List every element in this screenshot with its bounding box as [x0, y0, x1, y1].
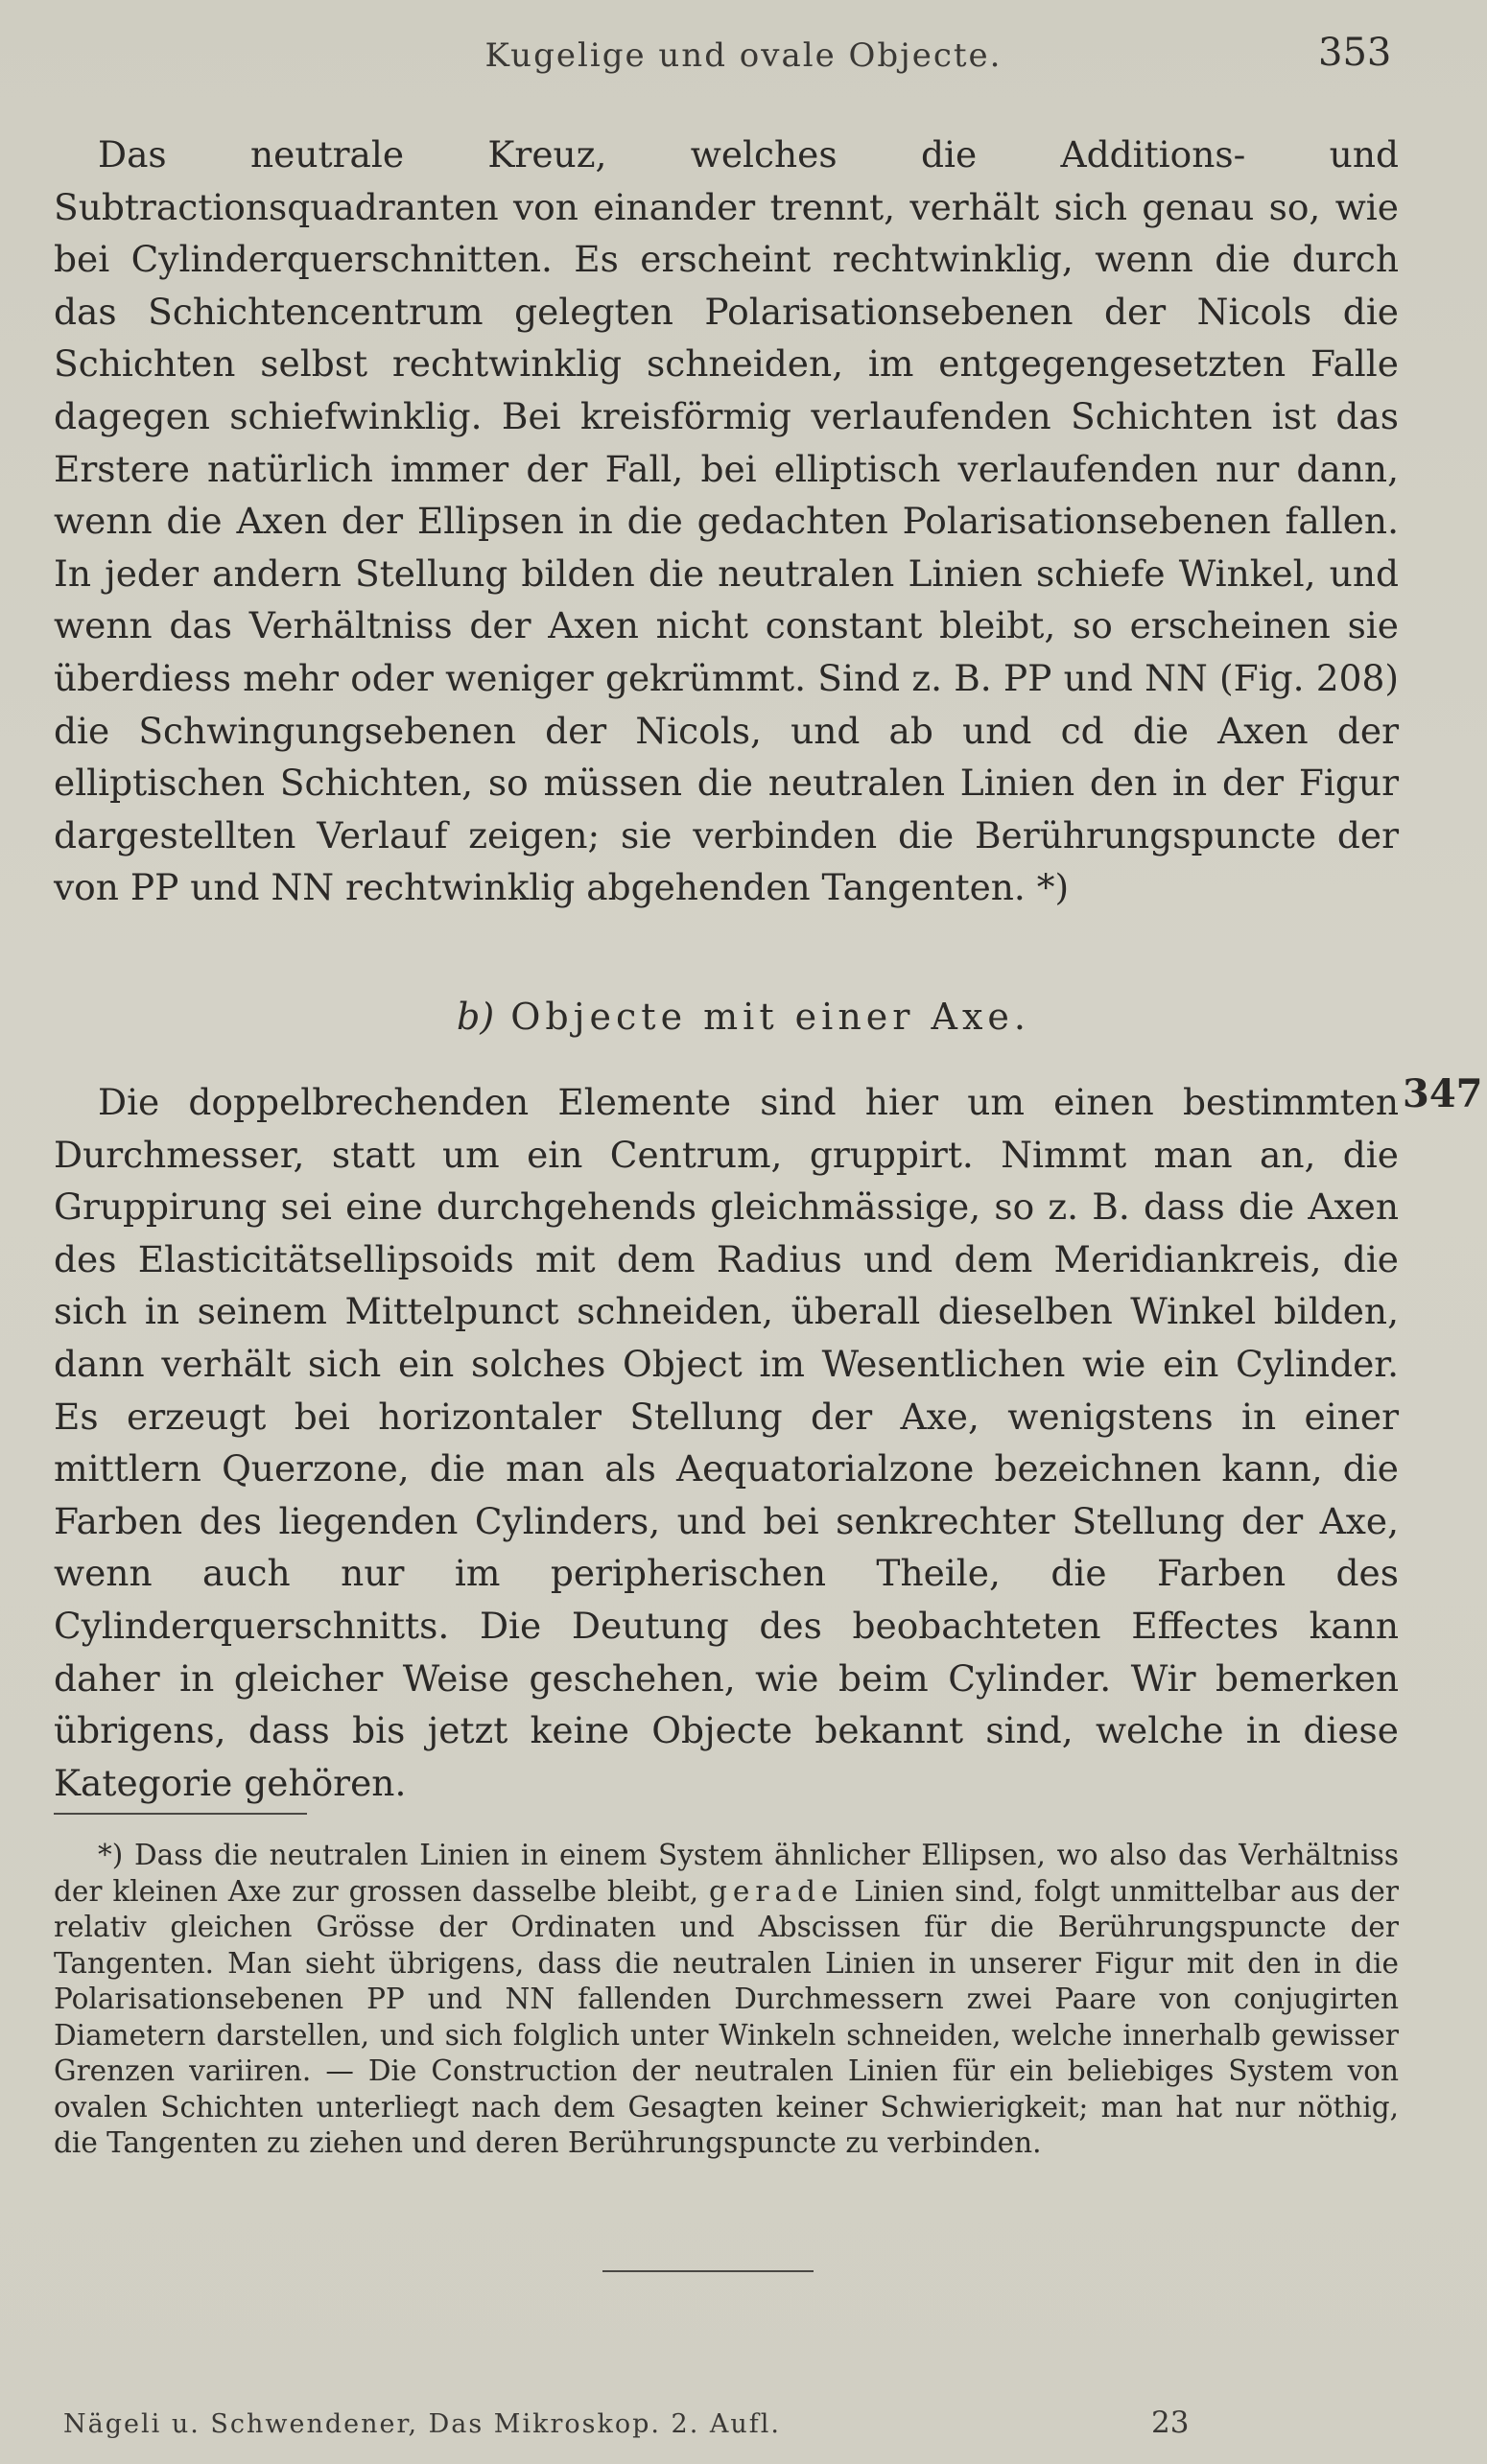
printer-signature: Nägeli u. Schwendener, Das Mikroskop. 2. Aufl. — [63, 2409, 781, 2439]
section-title: Objecte mit einer Axe. — [510, 996, 1030, 1038]
footnote-text-end: Linien sind, folgt unmittelbar aus der relativ gleichen Grösse der Ordinaten und Abscissen für die Berührungspuncte der Tangenten. Man sieht übrigens, dass die neutralen Linien in unserer Figur mit den in die Polarisationsebenen PP und NN fallenden Durchmessern zwei Paare von conjugirten Diametern darstellen, und sich folglich unter Winkeln schneiden, welche innerhalb gewisser Grenzen variiren. — Die Construction der neutralen Linien für ein beliebiges System von ovalen Schichten unterliegt nach dem Gesagten keiner Schwierigkeit; man hat nur nöthig, die Tangenten zu ziehen und deren Berührungspuncte zu verbinden. — [54, 1874, 1399, 2159]
section-heading — [0, 996, 1487, 1038]
paragraph-text: Das neutrale Kreuz, welches die Additions- und Subtractionsquadranten von einander trennt, verhält sich genau so, wie bei Cylinderquerschnitten. Es erscheint rechtwinklig, wenn die durch das Schichtencentrum gelegten Polarisationsebenen der Nicols die Schichten selbst rechtwinklig schneiden, im entgegengesetzten Falle dagegen schiefwinklig. Bei kreisförmig verlaufenden Schichten ist das Erstere natürlich immer der Fall, bei elliptisch verlaufenden nur dann, wenn die Axen der Ellipsen in die gedachten Polarisationsebenen fallen. In jeder andern Stellung bilden die neutralen Linien schiefe Winkel, und wenn das Verhältniss der Axen nicht constant bleibt, so erscheinen sie überdiess mehr oder weniger gekrümmt. Sind z. B. PP und NN (Fig. 208) die Schwingungsebenen der Nicols, und ab und cd die Axen der elliptischen Schichten, so müssen die neutralen Linien den in der Figur dargestellten Verlauf zeigen; sie verbinden die Berührungspuncte der von PP und NN rechtwinklig abgehenden Tangenten. *) — [54, 133, 1399, 909]
signature-number: 23 — [1151, 2405, 1190, 2440]
end-divider — [602, 2270, 814, 2272]
page-number: 353 — [1318, 31, 1392, 75]
margin-section-number: 347 — [1403, 1071, 1483, 1116]
paragraph-one-axis-objects — [54, 1076, 1399, 1809]
paragraph-text: Die doppelbrechenden Elemente sind hier um einen bestimmten Durchmesser, statt um ein Centrum, gruppirt. Nimmt man an, die Gruppirung sei eine durchgehends gleichmässige, so z. B. dass die Axen des Elasticitätsellipsoids mit dem Radius und dem Meridiankreis, die sich in seinem Mittelpunct schneiden, überall dieselben Winkel bilden, dann verhält sich ein solches Object im Wesentlichen wie ein Cylinder. Es erzeugt bei horizontaler Stellung der Axe, wenigstens in einer mittlern Querzone, die man als Aequatorialzone bezeichnen kann, die Farben des liegenden Cylinders, und bei senkrechter Stellung der Axe, wenn auch nur im peripherischen Theile, die Farben des Cylinderquerschnitts. Die Deutung des beobachteten Effectes kann daher in gleicher Weise geschehen, wie beim Cylinder. Wir bemerken übrigens, dass bis jetzt keine Objecte bekannt sind, welche in diese Kategorie gehören. — [54, 1081, 1399, 1804]
running-title: Kugelige und ovale Objecte. — [484, 36, 1003, 75]
section-label: b) — [457, 996, 495, 1038]
footnote-emphasis: gerade — [709, 1874, 844, 1908]
footnote — [54, 1838, 1399, 2162]
footnote-divider — [54, 1813, 307, 1815]
paragraph-neutral-cross — [54, 129, 1399, 914]
footnote-text-start: *) Dass die neutralen Linien in einem System ähnlicher Ellipsen, wo also das Verhältniss der kleinen Axe zur grossen dasselbe bleibt, — [54, 1839, 1399, 1908]
